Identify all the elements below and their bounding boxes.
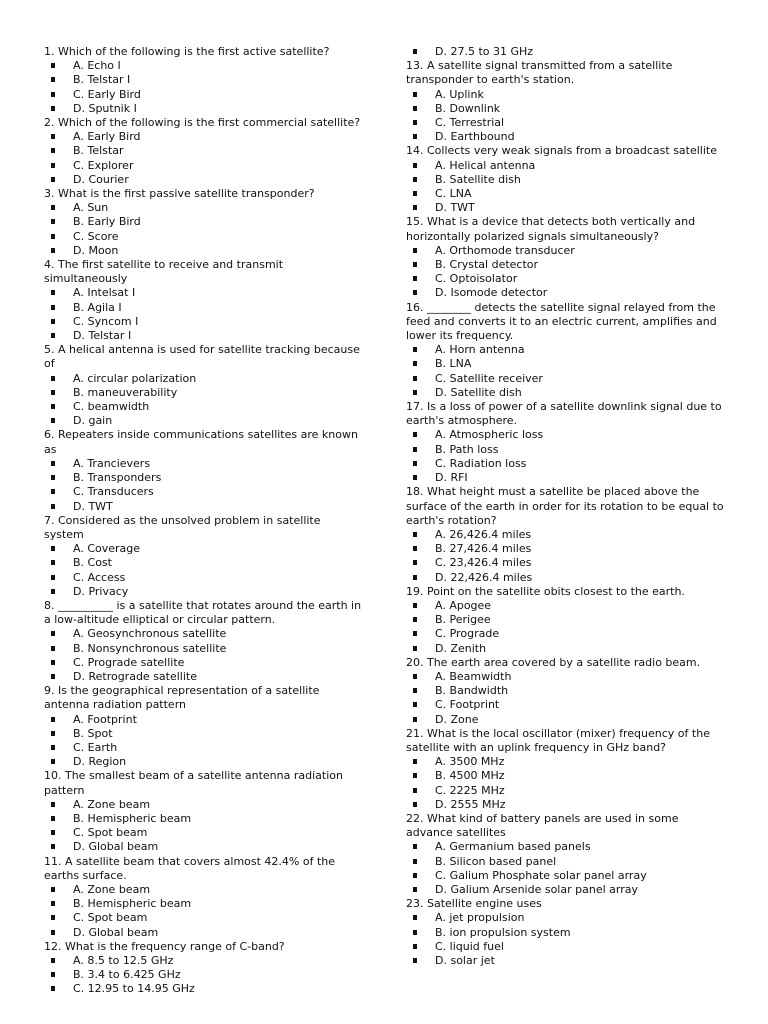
option-item: A. Echo I	[44, 59, 362, 73]
question-text: 5. A helical antenna is used for satellite tracking because of	[44, 343, 360, 371]
options-list	[44, 130, 362, 187]
question-block	[406, 301, 724, 400]
question-text: 20. The earth area covered by a satellite radio beam.	[406, 655, 701, 669]
option-item: C. Score	[44, 230, 362, 244]
option-item: A. Sun	[44, 201, 362, 215]
option-item: D. gain	[44, 414, 362, 428]
question-text: 15. What is a device that detects both vertically and horizontally polarized signals simultaneously?	[406, 215, 696, 243]
option-item: A. Intelsat I	[44, 286, 362, 300]
left-column	[44, 45, 362, 997]
options-list	[406, 159, 724, 216]
option-item: B. Hemispheric beam	[44, 812, 362, 826]
option-item: C. Optoisolator	[406, 272, 724, 286]
options-list	[406, 670, 724, 727]
options-list	[406, 428, 724, 485]
question-block	[406, 59, 724, 144]
options-list	[406, 244, 724, 301]
options-list	[44, 457, 362, 514]
option-item: A. Apogee	[406, 599, 724, 613]
option-item: D. TWT	[44, 500, 362, 514]
option-item: C. Explorer	[44, 159, 362, 173]
option-item: C. Satellite receiver	[406, 372, 724, 386]
options-list	[44, 883, 362, 940]
question-block	[44, 514, 362, 599]
option-item: B. Telstar	[44, 144, 362, 158]
question-text: 10. The smallest beam of a satellite antenna radiation pattern	[44, 769, 343, 797]
question-text: 9. Is the geographical representation of a satellite antenna radiation pattern	[44, 684, 320, 712]
option-item: B. ion propulsion system	[406, 926, 724, 940]
option-item: D. Zenith	[406, 642, 724, 656]
options-list	[44, 201, 362, 258]
option-item: A. Early Bird	[44, 130, 362, 144]
question-block	[44, 187, 362, 258]
question-block	[44, 343, 362, 428]
option-item: D. Sputnik I	[44, 102, 362, 116]
option-item: D. 27.5 to 31 GHz	[406, 45, 724, 59]
option-item: C. Spot beam	[44, 911, 362, 925]
lead-options-list	[406, 45, 724, 59]
option-item: B. Satellite dish	[406, 173, 724, 187]
question-block	[406, 485, 724, 584]
question-text: 17. Is a loss of power of a satellite downlink signal due to earth's atmosphere.	[406, 400, 722, 428]
option-item: D. Global beam	[44, 840, 362, 854]
question-block	[44, 599, 362, 684]
option-item: B. Agila I	[44, 301, 362, 315]
option-item: A. circular polarization	[44, 372, 362, 386]
option-item: D. Satellite dish	[406, 386, 724, 400]
question-text: 22. What kind of battery panels are used in some advance satellites	[406, 811, 679, 840]
option-item: A. Helical antenna	[406, 159, 724, 173]
options-list	[406, 528, 724, 585]
option-item: B. maneuverability	[44, 386, 362, 400]
option-item: C. Prograde	[406, 627, 724, 641]
option-item: D. Zone	[406, 713, 724, 727]
option-item: B. Early Bird	[44, 215, 362, 229]
option-item: D. Global beam	[44, 926, 362, 940]
options-list	[406, 840, 724, 897]
right-column	[406, 45, 724, 968]
question-block	[44, 258, 362, 343]
options-list	[44, 542, 362, 599]
option-item: B. Nonsynchronous satellite	[44, 642, 362, 656]
question-text: 19. Point on the satellite obits closest to the earth.	[406, 584, 685, 598]
question-text: 18. What height must a satellite be placed above the surface of the earth in order for its rotation to be equal to earth's rotation?	[406, 485, 724, 527]
question-block	[406, 215, 724, 300]
option-item: D. 22,426.4 miles	[406, 571, 724, 585]
option-item: A. Uplink	[406, 88, 724, 102]
option-item: C. Galium Phosphate solar panel array	[406, 869, 724, 883]
question-block	[44, 428, 362, 513]
option-item: C. LNA	[406, 187, 724, 201]
option-item: D. TWT	[406, 201, 724, 215]
option-item: A. Orthomode transducer	[406, 244, 724, 258]
question-text: 23. Satellite engine uses	[406, 897, 542, 911]
option-item: B. Bandwidth	[406, 684, 724, 698]
option-item: A. Zone beam	[44, 798, 362, 812]
question-block	[406, 656, 724, 727]
option-item: D. Courier	[44, 173, 362, 187]
question-text: 14. Collects very weak signals from a broadcast satellite	[406, 144, 717, 158]
option-item: D. Privacy	[44, 585, 362, 599]
question-text: 8. __________ is a satellite that rotates around the earth in a low-altitude elliptical or circular pattern.	[44, 598, 362, 627]
options-list	[44, 798, 362, 855]
question-block	[406, 897, 724, 968]
options-list	[44, 372, 362, 429]
question-text: 3. What is the first passive satellite transponder?	[44, 187, 315, 201]
option-item: C. Terrestrial	[406, 116, 724, 130]
option-item: B. Silicon based panel	[406, 855, 724, 869]
options-list	[44, 954, 362, 997]
question-block	[44, 45, 362, 116]
option-item: C. Footprint	[406, 698, 724, 712]
option-item: A. jet propulsion	[406, 911, 724, 925]
option-item: A. Atmospheric loss	[406, 428, 724, 442]
option-item: A. Horn antenna	[406, 343, 724, 357]
option-item: B. 27,426.4 miles	[406, 542, 724, 556]
options-list	[406, 911, 724, 968]
option-item: C. 23,426.4 miles	[406, 556, 724, 570]
option-item: A. Germanium based panels	[406, 840, 724, 854]
question-text: 21. What is the local oscillator (mixer) frequency of the satellite with an uplink frequency in GHz band?	[406, 726, 710, 754]
question-block	[44, 940, 362, 997]
option-item: D. solar jet	[406, 954, 724, 968]
option-item: A. Zone beam	[44, 883, 362, 897]
question-text: 6. Repeaters inside communications satellites are known as	[44, 428, 358, 456]
options-list	[406, 755, 724, 812]
option-item: D. Telstar I	[44, 329, 362, 343]
option-item: C. Early Bird	[44, 88, 362, 102]
option-item: C. beamwidth	[44, 400, 362, 414]
question-block	[406, 812, 724, 897]
option-item: D. Isomode detector	[406, 286, 724, 300]
options-list	[44, 286, 362, 343]
question-block	[44, 855, 362, 940]
question-block	[44, 769, 362, 854]
option-item: B. Hemispheric beam	[44, 897, 362, 911]
options-list	[406, 343, 724, 400]
question-text: 2. Which of the following is the first commercial satellite?	[44, 116, 361, 130]
option-item: B. Crystal detector	[406, 258, 724, 272]
option-item: A. 8.5 to 12.5 GHz	[44, 954, 362, 968]
option-item: D. 2555 MHz	[406, 798, 724, 812]
option-item: A. 26,426.4 miles	[406, 528, 724, 542]
question-text: 13. A satellite signal transmitted from a satellite transponder to earth's station.	[406, 59, 673, 87]
option-item: D. Retrograde satellite	[44, 670, 362, 684]
question-block	[406, 400, 724, 485]
option-item: C. Spot beam	[44, 826, 362, 840]
option-item: B. 3.4 to 6.425 GHz	[44, 968, 362, 982]
option-item: C. Earth	[44, 741, 362, 755]
option-item: B. 4500 MHz	[406, 769, 724, 783]
option-item: A. 3500 MHz	[406, 755, 724, 769]
option-item: B. Downlink	[406, 102, 724, 116]
question-text: 12. What is the frequency range of C-band?	[44, 939, 285, 953]
option-item: A. Footprint	[44, 713, 362, 727]
option-item: A. Trancievers	[44, 457, 362, 471]
option-item: D. RFI	[406, 471, 724, 485]
option-item: B. Transponders	[44, 471, 362, 485]
option-item: C. Radiation loss	[406, 457, 724, 471]
option-item: B. Perigee	[406, 613, 724, 627]
options-list	[44, 59, 362, 116]
options-list	[406, 88, 724, 145]
question-text: 11. A satellite beam that covers almost 42.4% of the earths surface.	[44, 854, 336, 882]
option-item: C. 12.95 to 14.95 GHz	[44, 982, 362, 996]
option-item: D. Earthbound	[406, 130, 724, 144]
option-item: B. Spot	[44, 727, 362, 741]
option-item: B. LNA	[406, 357, 724, 371]
option-item: B. Cost	[44, 556, 362, 570]
option-item: C. Transducers	[44, 485, 362, 499]
option-item: D. Region	[44, 755, 362, 769]
option-item: D. Galium Arsenide solar panel array	[406, 883, 724, 897]
question-text: 1. Which of the following is the first active satellite?	[44, 45, 330, 58]
option-item: C. Prograde satellite	[44, 656, 362, 670]
option-item: C. Access	[44, 571, 362, 585]
question-text: 7. Considered as the unsolved problem in satellite system	[44, 513, 321, 541]
question-text: 4. The first satellite to receive and transmit simultaneously	[44, 258, 284, 286]
options-list	[406, 599, 724, 656]
option-item: A. Coverage	[44, 542, 362, 556]
question-block	[406, 144, 724, 215]
question-block	[406, 727, 724, 812]
option-item: A. Geosynchronous satellite	[44, 627, 362, 641]
options-list	[44, 713, 362, 770]
question-block	[44, 684, 362, 769]
option-item: D. Moon	[44, 244, 362, 258]
option-item: B. Path loss	[406, 443, 724, 457]
option-item: B. Telstar I	[44, 73, 362, 87]
question-text: 16. ________ detects the satellite signal relayed from the feed and converts it to an electric current, amplifies and lower its frequency.	[406, 300, 717, 343]
options-list	[44, 627, 362, 684]
option-item: C. Syncom I	[44, 315, 362, 329]
question-block	[44, 116, 362, 187]
option-item: C. liquid fuel	[406, 940, 724, 954]
option-item: A. Beamwidth	[406, 670, 724, 684]
option-item: C. 2225 MHz	[406, 784, 724, 798]
question-block	[406, 585, 724, 656]
